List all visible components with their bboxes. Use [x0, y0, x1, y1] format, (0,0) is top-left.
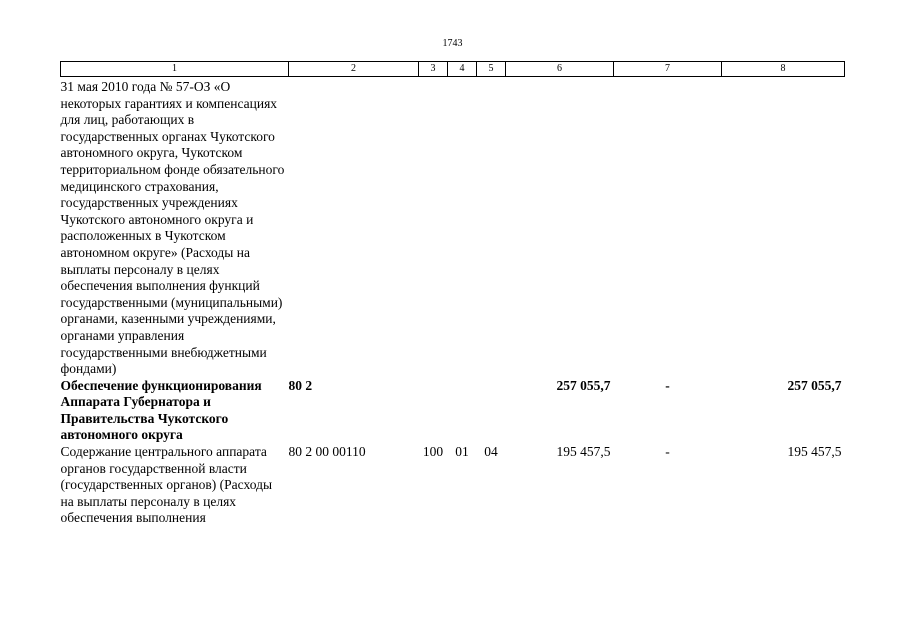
row-col8: 257 055,7 — [787, 377, 842, 393]
table-row — [61, 378, 845, 444]
column-header: 5 — [477, 62, 506, 77]
row-col7: - — [665, 377, 670, 393]
row-code: 80 2 00 00110 — [288, 444, 366, 460]
row-col6: 257 055,7 — [556, 377, 611, 393]
column-header: 8 — [722, 62, 845, 77]
row-col5: 04 — [484, 444, 498, 460]
column-header: 7 — [614, 62, 722, 77]
row-col4 — [448, 378, 477, 444]
row-code — [289, 77, 419, 378]
row-col5 — [477, 77, 506, 378]
row-code: 80 2 — [288, 377, 313, 393]
row-col3 — [419, 77, 448, 378]
table-row — [61, 444, 845, 527]
row-col6: 195 457,5 — [556, 444, 611, 460]
row-description: Обеспечение функционирования Аппарата Губернатора и Правительства Чукотского автономного округа — [60, 377, 262, 443]
row-col8: 195 457,5 — [787, 444, 842, 460]
column-header: 3 — [419, 62, 448, 77]
column-header: 1 — [61, 62, 289, 77]
row-col7 — [614, 77, 722, 378]
row-col8 — [722, 77, 845, 378]
row-description: 31 мая 2010 года № 57-ОЗ «О некоторых гарантиях и компенсациях для лиц, работающих в государственных органах Чукотского автономного округа, Чукотском территориальном фонде обязательного медицинского страхования, государственных учреждениях Чукотского автономного округа и расположенных в Чукотском автономном округе» (Расходы на выплаты персоналу в целях обеспечения выполнения функций государственными (муниципальными) органами, казенными учреждениями, органами управления государственными внебюджетными фондами) — [60, 79, 285, 377]
column-header: 6 — [506, 62, 614, 77]
table-header-row — [61, 62, 845, 77]
page-number: 1743 — [442, 38, 463, 49]
row-col5 — [477, 378, 506, 444]
table-row — [61, 77, 845, 378]
row-col3: 100 — [422, 444, 444, 460]
column-header: 2 — [289, 62, 419, 77]
row-description: Содержание центрального аппарата органов государственной власти (государственных органов) (Расходы на выплаты персоналу в целях обеспечения выполнения — [60, 444, 273, 526]
budget-table — [60, 61, 845, 527]
row-col4: 01 — [455, 444, 469, 460]
row-col7: - — [665, 444, 670, 460]
column-header: 4 — [448, 62, 477, 77]
row-col3 — [419, 378, 448, 444]
row-col4 — [448, 77, 477, 378]
row-col6 — [506, 77, 614, 378]
